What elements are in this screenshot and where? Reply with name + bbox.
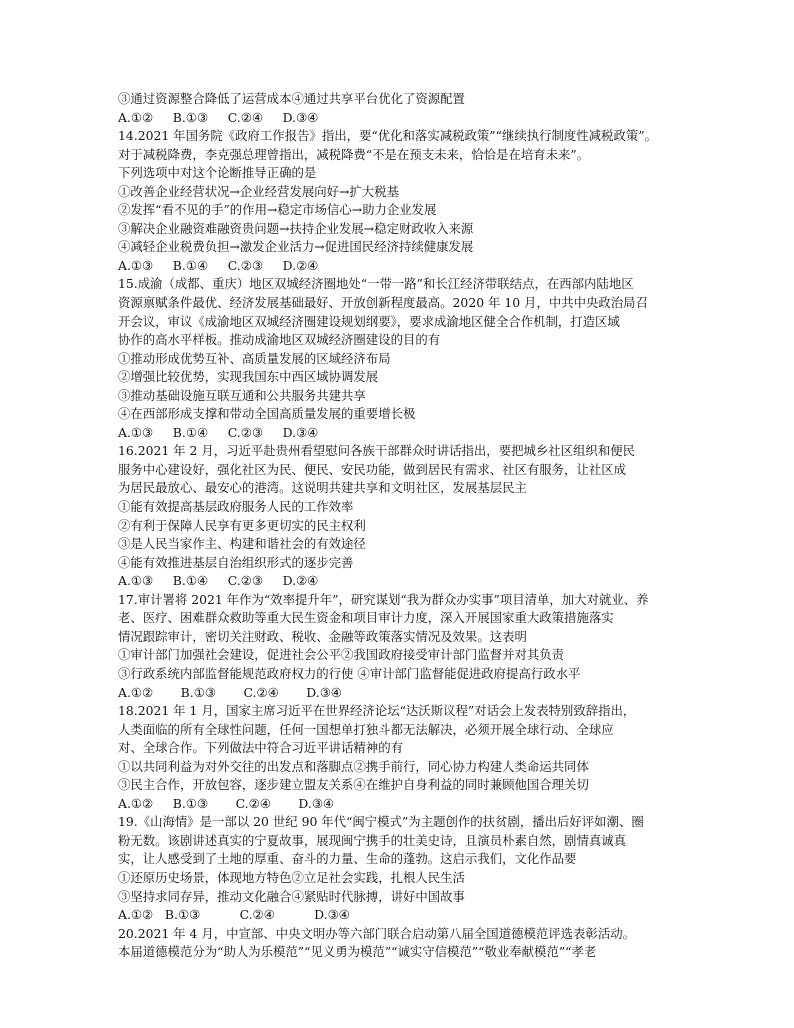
q16-stem-line: 为居民最放心、最安心的港湾。这说明共建共享和文明社区，发展基层民主: [118, 480, 527, 496]
q14-stem-line: 14.2021 年国务院《政府工作报告》指出，要“优化和落实减税政策”“继续执行制度性减税政策”。: [118, 128, 657, 144]
q17-stem-line: 17.审计署将 2021 年作为“效率提升年”，研究谋划“我为群众办实事”项目清单，加大对就业、养: [118, 591, 649, 607]
q14-item-2: ②发挥“看不见的手”的作用→稳定市场信心→助力企业发展: [118, 202, 437, 218]
q17-items-3-4: ③行政系统内部监督能规范政府权力的行使 ④审计部门监督能促进政府提高行政水平: [118, 665, 581, 681]
q16-item-3: ③是人民当家作主、构建和谐社会的有效途径: [118, 536, 366, 552]
q14-item-4: ④减轻企业税费负担→激发企业活力→促进国民经济持续健康发展: [118, 239, 474, 255]
q16-item-2: ②有利于保障人民享有更多更切实的民主权利: [118, 517, 366, 533]
question-18: [118, 702, 698, 813]
q18-items-1-2: ①以共同利益为对外交往的出发点和落脚点②携手前行，同心协力构建人类命运共同体: [118, 758, 589, 774]
q14-stem-line: 对于减税降费，李克强总理曾指出，减税降费“不是在预支未来，恰恰是在培育未来”。: [118, 146, 590, 162]
q19-stem-line: 19.《山海情》是一部以 20 世纪 90 年代“闽宁模式”为主题创作的扶贫剧，播出后好评如潮、圈: [118, 814, 644, 830]
question-20: [118, 925, 698, 962]
q15-item-4: ④在西部形成支撑和带动全国高质量发展的重要增长极: [118, 406, 416, 422]
q17-stem-line: 老、医疗、困难群众救助等重大民生资金和项目审计力度，深入开展国家重大政策措施落实: [118, 610, 614, 626]
q15-stem-line: 资源禀赋条件最优、经济发展基础最好、开放创新程度最高。2020 年 10 月，中共中央政治局召: [118, 295, 648, 311]
q19-items-1-2: ①还原历史场景，体现地方特色②立足社会实践，扎根人民生活: [118, 869, 465, 885]
q15-item-2: ②增强比较优势，实现我国东中西区域协调发展: [118, 369, 379, 385]
q20-stem-line: 本届道德模范分为“助人为乐模范”“见义勇为模范”“诚实守信模范”“敬业奉献模范”“孝老: [118, 944, 597, 960]
q16-item-4: ④能有效推进基层自治组织形式的逐步完善: [118, 554, 354, 570]
q14-item-1: ①改善企业经营状况→企业经营发展向好→扩大税基: [118, 183, 399, 199]
q14-item-3: ③解决企业融资难融资贵问题→扶持企业发展→稳定财政收入来源: [118, 220, 474, 236]
exam-page: [118, 90, 698, 962]
question-15: [118, 275, 698, 442]
q20-stem-line: 20.2021 年 4 月，中宣部、中央文明办等六部门联合启动第八届全国道德模范评选表彰活动。: [118, 925, 635, 941]
q13-answer-options: A.①② B.①③ C.②④ D.③④: [118, 109, 319, 125]
q14-answer-options: A.①③ B.①④ C.②③ D.②④: [118, 257, 319, 273]
question-17: [118, 591, 698, 702]
q17-items-1-2: ①审计部门加强社会建设，促进社会公平②我国政府接受审计部门监督并对其负责: [118, 647, 565, 663]
question-14: [118, 127, 698, 275]
q15-stem-line: 协作的高水平样板。推动成渝地区双城经济圈建设的目的有: [118, 332, 441, 348]
q19-stem-line: 实，让人感受到了土地的厚重、奋斗的力量、生命的蓬勃。这启示我们，文化作品要: [118, 851, 577, 867]
q16-stem-line: 服务中心建设好，强化社区为民、便民、安民功能，做到居民有需求、社区有服务，让社区成: [118, 461, 627, 477]
q18-items-3-4: ③民主合作，开放包容，逐步建立盟友关系④在维护自身利益的同时兼顾他国合理关切: [118, 777, 589, 793]
q15-stem-line: 开会议，审议《成渝地区双城经济圈建设规划纲要》，要求成渝地区健全合作机制，打造区域: [118, 313, 620, 329]
q15-item-1: ①推动形成优势互补、高质量发展的区域经济布局: [118, 350, 391, 366]
q19-items-3-4: ③坚持求同存异，推动文化融合④紧贴时代脉搏，讲好中国故事: [118, 888, 465, 904]
q16-item-1: ①能有效提高基层政府服务人民的工作效率: [118, 499, 354, 515]
q19-answer-options: A.①② B.①③ C.②④ D.③④: [118, 907, 350, 923]
question-16: [118, 442, 698, 590]
q19-stem-line: 粉无数。该剧讲述真实的宁夏故事，展现闽宁携手的壮美史诗，且演员朴素自然，剧情真诚真: [118, 832, 627, 848]
q14-stem-line: 下列选项中对这个论断推导正确的是: [118, 165, 317, 181]
q17-answer-options: A.①② B.①③ C.②④ D.③④: [118, 684, 342, 700]
q17-stem-line: 情况跟踪审计，密切关注财政、税收、金融等政策落实情况及效果。这表明: [118, 628, 527, 644]
q16-answer-options: A.①③ B.①④ C.②③ D.②④: [118, 573, 319, 589]
q18-stem-line: 人类面临的所有全球性问题，任何一国想单打独斗都无法解决，必须开展全球行动、全球应: [118, 721, 614, 737]
q13-continuation-line: ③通过资源整合降低了运营成本④通过共享平台优化了资源配置: [118, 91, 465, 106]
q16-stem-line: 16.2021 年 2 月，习近平赴贵州看望慰问各族干部群众时讲话指出，要把城乡社区组织和便民: [118, 443, 635, 459]
question-19: [118, 813, 698, 924]
q15-item-3: ③推动基础设施互联互通和公共服务共建共享: [118, 387, 366, 403]
q15-stem-line: 15.成渝（成都、重庆）地区双城经济圈地处“一带一路”和长江经济带联结点，在西部内陆地区: [118, 276, 634, 292]
q15-answer-options: A.①③ B.①④ C.②③ D.③④: [118, 424, 319, 440]
q18-stem-line: 对、全球合作。下列做法中符合习近平讲话精神的有: [118, 740, 403, 756]
q18-stem-line: 18.2021 年 1 月，国家主席习近平在世界经济论坛“达沃斯议程”对话会上发表特别致辞指出，: [118, 703, 636, 719]
q18-answer-options: A.①② B.①③ C.②④ D.③④: [118, 795, 335, 811]
